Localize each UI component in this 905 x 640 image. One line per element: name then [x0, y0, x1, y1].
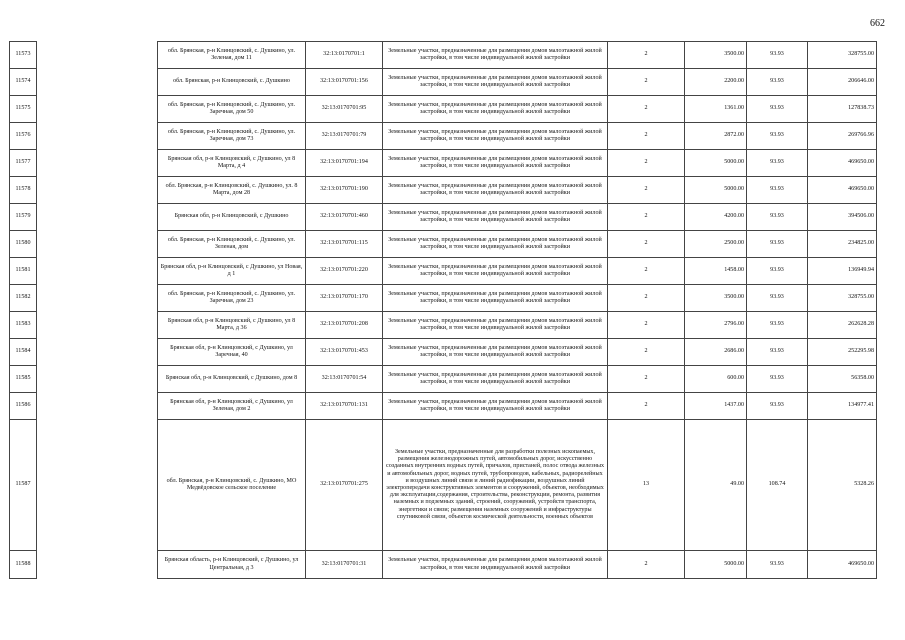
- cadastral-number-cell: 32:13:0170701:170: [306, 285, 383, 312]
- unit-price-cell: 93.93: [747, 285, 808, 312]
- land-registry-table: [9, 41, 877, 579]
- spacer-cell: [37, 339, 158, 366]
- row-number-cell: 11583: [10, 312, 37, 339]
- spacer-cell: [37, 258, 158, 285]
- table-row: [10, 258, 877, 285]
- table-row: [10, 366, 877, 393]
- cadastral-number-cell: 32:13:0170701:453: [306, 339, 383, 366]
- spacer-cell: [37, 285, 158, 312]
- permitted-use-cell: Земельные участки, предназначенные для размещения домов малоэтажной жилой застройки, в том числе индивидуальной жилой застройки: [383, 150, 608, 177]
- category-cell: 2: [608, 150, 685, 177]
- category-cell: 2: [608, 204, 685, 231]
- row-number-cell: 11584: [10, 339, 37, 366]
- unit-price-cell: 93.93: [747, 339, 808, 366]
- table-row: [10, 312, 877, 339]
- unit-price-cell: 93.93: [747, 312, 808, 339]
- address-cell: Брянская обл, р-н Клинцовский, с Душкино, ул Зеленая, дом 2: [158, 393, 306, 420]
- table-body: [10, 42, 877, 579]
- cadastral-number-cell: 32:13:0170701:54: [306, 366, 383, 393]
- spacer-cell: [37, 123, 158, 150]
- cadastral-value-cell: 328755.00: [808, 42, 877, 69]
- row-number-cell: 11575: [10, 96, 37, 123]
- cadastral-value-cell: 252295.98: [808, 339, 877, 366]
- permitted-use-cell: Земельные участки, предназначенные для размещения домов малоэтажной жилой застройки, в том числе индивидуальной жилой застройки: [383, 231, 608, 258]
- table-row: [10, 96, 877, 123]
- spacer-cell: [37, 551, 158, 579]
- category-cell: 2: [608, 258, 685, 285]
- unit-price-cell: 93.93: [747, 393, 808, 420]
- cadastral-number-cell: 32:13:0170701:220: [306, 258, 383, 285]
- table-row: [10, 123, 877, 150]
- area-cell: 2500.00: [685, 231, 747, 258]
- unit-price-cell: 93.93: [747, 150, 808, 177]
- area-cell: 2200.00: [685, 69, 747, 96]
- address-cell: Брянская обл, р-н Клинцовский, с Душкино, ул 8 Марта, д 4: [158, 150, 306, 177]
- cadastral-value-cell: 134977.41: [808, 393, 877, 420]
- permitted-use-cell: Земельные участки, предназначенные для разработки полезных ископаемых, размещения железнодорожных путей, автомобильных дорог, искусственно созданных внутренних водных путей, причалов, пристаней, полос отвода железных и автомобильных дорог, водных путей, трубопроводов, кабельных, радиорелейных и воздушных линий связи и линий радиофикации, воздушных линий электропередачи конструктивных элементов и сооружений, объектов, необходимых для эксплуатации,содержания, строительства, реконструкции, ремонта, развития наземных и подземных зданий, строений, сооружений, устройств транспорта, энергетики и связи; размещения наземных сооружений и инфраструктуры спутниковой связи, объектов космической деятельности, военных объектов: [383, 420, 608, 551]
- category-cell: 2: [608, 177, 685, 204]
- address-cell: обл. Брянская, р-н Клинцовский, с. Душкино, ул. Заречная, дом 73: [158, 123, 306, 150]
- category-cell: 2: [608, 123, 685, 150]
- row-number-cell: 11582: [10, 285, 37, 312]
- area-cell: 1458.00: [685, 258, 747, 285]
- table-row: [10, 150, 877, 177]
- cadastral-number-cell: 32:13:0170701:131: [306, 393, 383, 420]
- unit-price-cell: 93.93: [747, 258, 808, 285]
- spacer-cell: [37, 420, 158, 551]
- category-cell: 2: [608, 285, 685, 312]
- address-cell: Брянская обл, р-н Клинцовский, с Душкино, дом 8: [158, 366, 306, 393]
- cadastral-value-cell: 269766.96: [808, 123, 877, 150]
- spacer-cell: [37, 393, 158, 420]
- cadastral-value-cell: 127838.73: [808, 96, 877, 123]
- address-cell: обл. Брянская, р-н Клинцовский, с. Душкино, ул. Заречная, дом 50: [158, 96, 306, 123]
- cadastral-value-cell: 206646.00: [808, 69, 877, 96]
- area-cell: 5000.00: [685, 150, 747, 177]
- table-row: [10, 339, 877, 366]
- unit-price-cell: 93.93: [747, 177, 808, 204]
- cadastral-value-cell: 469650.00: [808, 150, 877, 177]
- table-row: [10, 69, 877, 96]
- unit-price-cell: 93.93: [747, 231, 808, 258]
- area-cell: 1437.00: [685, 393, 747, 420]
- row-number-cell: 11588: [10, 551, 37, 579]
- area-cell: 4200.00: [685, 204, 747, 231]
- permitted-use-cell: Земельные участки, предназначенные для размещения домов малоэтажной жилой застройки, в том числе индивидуальной жилой застройки: [383, 123, 608, 150]
- table-row: [10, 204, 877, 231]
- row-number-cell: 11585: [10, 366, 37, 393]
- address-cell: обл. Брянская, р-н Клинцовский, с. Душкино, ул. Зеленая, дом 11: [158, 42, 306, 69]
- row-number-cell: 11580: [10, 231, 37, 258]
- category-cell: 2: [608, 312, 685, 339]
- permitted-use-cell: Земельные участки, предназначенные для размещения домов малоэтажной жилой застройки, в том числе индивидуальной жилой застройки: [383, 366, 608, 393]
- spacer-cell: [37, 69, 158, 96]
- spacer-cell: [37, 231, 158, 258]
- cadastral-value-cell: 469650.00: [808, 551, 877, 579]
- permitted-use-cell: Земельные участки, предназначенные для размещения домов малоэтажной жилой застройки, в том числе индивидуальной жилой застройки: [383, 96, 608, 123]
- spacer-cell: [37, 204, 158, 231]
- cadastral-value-cell: 469650.00: [808, 177, 877, 204]
- cadastral-value-cell: 234825.00: [808, 231, 877, 258]
- row-number-cell: 11587: [10, 420, 37, 551]
- permitted-use-cell: Земельные участки, предназначенные для размещения домов малоэтажной жилой застройки, в том числе индивидуальной жилой застройки: [383, 312, 608, 339]
- permitted-use-cell: Земельные участки, предназначенные для размещения домов малоэтажной жилой застройки, в том числе индивидуальной жилой застройки: [383, 177, 608, 204]
- row-number-cell: 11573: [10, 42, 37, 69]
- permitted-use-cell: Земельные участки, предназначенные для размещения домов малоэтажной жилой застройки, в том числе индивидуальной жилой застройки: [383, 285, 608, 312]
- area-cell: 2872.00: [685, 123, 747, 150]
- area-cell: 600.00: [685, 366, 747, 393]
- row-number-cell: 11576: [10, 123, 37, 150]
- area-cell: 3500.00: [685, 42, 747, 69]
- unit-price-cell: 93.93: [747, 96, 808, 123]
- unit-price-cell: 93.93: [747, 366, 808, 393]
- row-number-cell: 11578: [10, 177, 37, 204]
- cadastral-number-cell: 32:13:0170701:1: [306, 42, 383, 69]
- spacer-cell: [37, 150, 158, 177]
- table-row: [10, 393, 877, 420]
- cadastral-number-cell: 32:13:0170701:194: [306, 150, 383, 177]
- row-number-cell: 11574: [10, 69, 37, 96]
- permitted-use-cell: Земельные участки, предназначенные для размещения домов малоэтажной жилой застройки, в том числе индивидуальной жилой застройки: [383, 258, 608, 285]
- area-cell: 2686.00: [685, 339, 747, 366]
- address-cell: Брянская обл, р-н Клинцовский, с Душкино, ул 8 Марта, д 36: [158, 312, 306, 339]
- address-cell: обл. Брянская, р-н Клинцовский, с. Душкино, ул. Зеленая, дом: [158, 231, 306, 258]
- category-cell: 2: [608, 393, 685, 420]
- table-row: [10, 420, 877, 551]
- table-row: [10, 231, 877, 258]
- cadastral-value-cell: 394506.00: [808, 204, 877, 231]
- table-row: [10, 42, 877, 69]
- area-cell: 5000.00: [685, 177, 747, 204]
- unit-price-cell: 93.93: [747, 204, 808, 231]
- unit-price-cell: 93.93: [747, 69, 808, 96]
- cadastral-number-cell: 32:13:0170701:95: [306, 96, 383, 123]
- area-cell: 49.00: [685, 420, 747, 551]
- cadastral-value-cell: 262628.28: [808, 312, 877, 339]
- cadastral-value-cell: 56358.00: [808, 366, 877, 393]
- address-cell: обл. Брянская, р-н Клинцовский, с. Душкино: [158, 69, 306, 96]
- cadastral-value-cell: 5328.26: [808, 420, 877, 551]
- area-cell: 5000.00: [685, 551, 747, 579]
- table-row: [10, 177, 877, 204]
- spacer-cell: [37, 177, 158, 204]
- permitted-use-cell: Земельные участки, предназначенные для размещения домов малоэтажной жилой застройки, в том числе индивидуальной жилой застройки: [383, 393, 608, 420]
- table-row: [10, 285, 877, 312]
- category-cell: 2: [608, 231, 685, 258]
- category-cell: 2: [608, 96, 685, 123]
- area-cell: 1361.00: [685, 96, 747, 123]
- address-cell: Брянская область, р-н Клинцовский, с Душкино, ул Центральная, д 3: [158, 551, 306, 579]
- cadastral-number-cell: 32:13:0170701:275: [306, 420, 383, 551]
- cadastral-number-cell: 32:13:0170701:460: [306, 204, 383, 231]
- spacer-cell: [37, 96, 158, 123]
- address-cell: обл. Брянская, р-н Клинцовский, с. Душкино, ул. 8 Марта, дом 28: [158, 177, 306, 204]
- cadastral-number-cell: 32:13:0170701:190: [306, 177, 383, 204]
- cadastral-value-cell: 328755.00: [808, 285, 877, 312]
- address-cell: обл. Брянская, р-н Клинцовский, с. Душкино, МО Медвёдовское сельское поселение: [158, 420, 306, 551]
- spacer-cell: [37, 366, 158, 393]
- permitted-use-cell: Земельные участки, предназначенные для размещения домов малоэтажной жилой застройки, в том числе индивидуальной жилой застройки: [383, 339, 608, 366]
- category-cell: 2: [608, 69, 685, 96]
- unit-price-cell: 93.93: [747, 42, 808, 69]
- address-cell: Брянская обл, р-н Клинцовский, с Душкино: [158, 204, 306, 231]
- row-number-cell: 11577: [10, 150, 37, 177]
- cadastral-number-cell: 32:13:0170701:31: [306, 551, 383, 579]
- page-number: 662: [870, 18, 885, 29]
- permitted-use-cell: Земельные участки, предназначенные для размещения домов малоэтажной жилой застройки, в том числе индивидуальной жилой застройки: [383, 551, 608, 579]
- spacer-cell: [37, 42, 158, 69]
- cadastral-number-cell: 32:13:0170701:79: [306, 123, 383, 150]
- permitted-use-cell: Земельные участки, предназначенные для размещения домов малоэтажной жилой застройки, в том числе индивидуальной жилой застройки: [383, 69, 608, 96]
- cadastral-number-cell: 32:13:0170701:115: [306, 231, 383, 258]
- row-number-cell: 11586: [10, 393, 37, 420]
- permitted-use-cell: Земельные участки, предназначенные для размещения домов малоэтажной жилой застройки, в том числе индивидуальной жилой застройки: [383, 204, 608, 231]
- row-number-cell: 11579: [10, 204, 37, 231]
- address-cell: Брянская обл, р-н Клинцовский, с Душкино, ул Новая, д 1: [158, 258, 306, 285]
- category-cell: 2: [608, 366, 685, 393]
- category-cell: 2: [608, 42, 685, 69]
- area-cell: 2796.00: [685, 312, 747, 339]
- row-number-cell: 11581: [10, 258, 37, 285]
- cadastral-number-cell: 32:13:0170701:156: [306, 69, 383, 96]
- area-cell: 3500.00: [685, 285, 747, 312]
- category-cell: 13: [608, 420, 685, 551]
- unit-price-cell: 93.93: [747, 123, 808, 150]
- address-cell: обл. Брянская, р-н Клинцовский, с. Душкино, ул. Заречная, дом 23: [158, 285, 306, 312]
- cadastral-number-cell: 32:13:0170701:208: [306, 312, 383, 339]
- spacer-cell: [37, 312, 158, 339]
- unit-price-cell: 93.93: [747, 551, 808, 579]
- unit-price-cell: 108.74: [747, 420, 808, 551]
- cadastral-value-cell: 136949.94: [808, 258, 877, 285]
- table-row: [10, 551, 877, 579]
- permitted-use-cell: Земельные участки, предназначенные для размещения домов малоэтажной жилой застройки, в том числе индивидуальной жилой застройки: [383, 42, 608, 69]
- address-cell: Брянская обл, р-н Клинцовский, с Душкино, ул Заречная, 40: [158, 339, 306, 366]
- category-cell: 2: [608, 339, 685, 366]
- category-cell: 2: [608, 551, 685, 579]
